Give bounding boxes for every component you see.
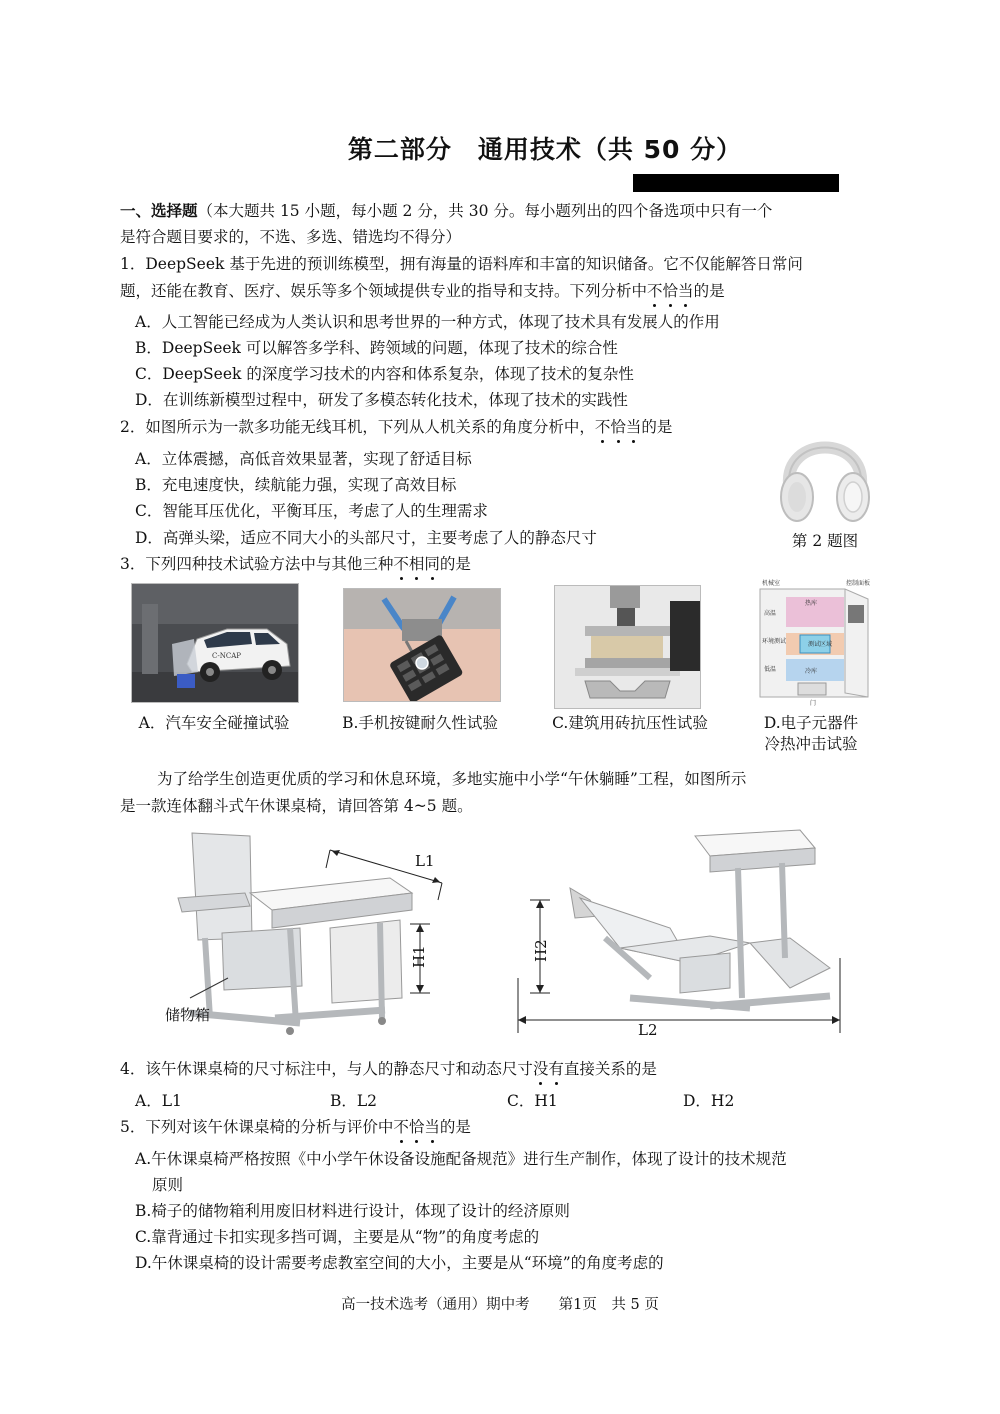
- q3-caption-a: A．汽车安全碰撞试验: [138, 714, 290, 732]
- q5-option-a-line2: 原则: [152, 1176, 184, 1194]
- dimension-h1: H1: [410, 945, 428, 968]
- q4-stem-end: 直接关系的是: [563, 1060, 657, 1078]
- dimension-l2: L2: [638, 1021, 658, 1039]
- q4-option-a: A．L1: [135, 1092, 182, 1110]
- context-line2: 是一款连体翻斗式午休课桌椅，请回答第 4~5 题。: [120, 797, 473, 815]
- q5-option-d: D.午休课桌椅的设计需要考虑教室空间的大小，主要是从“环境”的角度考虑的: [135, 1254, 664, 1272]
- dimension-l1: L1: [415, 852, 435, 870]
- q3-caption-d2: 冷热冲击试验: [764, 735, 858, 753]
- q2-option-c: C．智能耳压优化，平衡耳压，考虑了人的生理需求: [135, 502, 488, 520]
- thermal-shock-chamber-diagram: [750, 575, 877, 707]
- q4-stem-text: 4．该午休课桌椅的尺寸标注中，与人的静态尺寸和动态尺寸: [120, 1060, 533, 1078]
- chamber-label: 测试区域: [808, 641, 833, 648]
- page-footer: 高一技术选考（通用）期中考 第1页 共 5 页: [341, 1297, 659, 1313]
- q1-option-b: B．DeepSeek 可以解答多学科、跨领域的问题，体现了技术的综合性: [135, 339, 618, 357]
- emphasis-char: 不: [647, 282, 663, 300]
- dimension-h2: H2: [532, 939, 550, 962]
- chamber-label: 热库: [805, 600, 818, 607]
- q1-stem-text: 题，还能在教育、医疗、娱乐等多个领域提供专业的指导和支持。下列分析中: [120, 282, 648, 300]
- q1-option-d: D．在训练新模型过程中，研发了多模态转化技术，体现了技术的实践性: [135, 391, 628, 409]
- q2-figure-caption: 第 2 题图: [791, 532, 859, 550]
- brick-compression-photo: [554, 585, 701, 709]
- context-line1: 为了给学生创造更优质的学习和休息环境，多地实施中小学“午休躺睡”工程，如图所示: [157, 770, 747, 788]
- q4-stem: [120, 1058, 657, 1080]
- q5-option-c: C.靠背通过卡扣实现多挡可调，主要是从“物”的角度考虑的: [135, 1228, 540, 1246]
- emphasis-char: 没: [532, 1060, 549, 1078]
- emphasis-char: 有: [548, 1060, 564, 1078]
- section-note-2: 是符合题目要求的，不选、多选、错选均不得分）: [120, 228, 462, 246]
- chamber-label: 控制面板: [846, 580, 871, 587]
- q1-option-c: C．DeepSeek 的深度学习技术的内容和体系复杂，体现了技术的复杂性: [135, 365, 634, 383]
- section-heading-line: [120, 200, 772, 222]
- q2-stem-end: 的是: [641, 418, 673, 436]
- chamber-label: 低温: [764, 666, 777, 673]
- q5-stem: [120, 1116, 471, 1138]
- phone-keypad-photo: [343, 588, 501, 702]
- q1-stem-line1: 1．DeepSeek 基于先进的预训练模型，拥有海量的语料库和丰富的知识储备。它不仅能解答日常问: [120, 255, 803, 273]
- q3-caption-b: B.手机按键耐久性试验: [342, 714, 498, 732]
- headphones-image: [775, 415, 875, 530]
- storage-box-label: 储物箱: [165, 1006, 211, 1024]
- q2-stem: [120, 416, 672, 438]
- emphasis-char: 相: [408, 555, 425, 573]
- q3-caption-d1: D.电子元器件: [763, 714, 859, 732]
- reclined-desk-chair: [570, 830, 830, 1008]
- emphasis-char: 不: [393, 555, 409, 573]
- crash-logo-text: C-NCAP: [212, 652, 241, 660]
- page-title: 第二部分 通用技术（共 50 分）: [347, 135, 743, 164]
- q3-stem: [120, 553, 471, 575]
- q3-stem-end: 的是: [439, 555, 471, 573]
- desk-chair-figure: [150, 828, 870, 1043]
- q5-stem-end: 的是: [439, 1118, 471, 1136]
- q2-option-b: B．充电速度快，续航能力强，实现了高效目标: [135, 476, 457, 494]
- q5-option-b: B.椅子的储物箱利用废旧材料进行设计，体现了设计的经济原则: [135, 1202, 570, 1220]
- q1-option-a: A．人工智能已经成为人类认识和思考世界的一种方式，体现了技术具有发展人的作用: [135, 313, 720, 331]
- chamber-label: 冷库: [805, 668, 818, 675]
- q1-stem-line2: [120, 280, 725, 302]
- emphasis-char: 当: [424, 1118, 440, 1136]
- chamber-label: 门: [810, 700, 817, 707]
- q4-option-b: B．L2: [330, 1092, 378, 1110]
- emphasis-char: 恰: [662, 282, 679, 300]
- chamber-label: 机械室: [762, 580, 781, 587]
- emphasis-char: 同: [424, 555, 440, 573]
- q3-stem-text: 3．下列四种技术试验方法中与其他三种: [120, 555, 394, 573]
- chamber-label: 高温: [764, 610, 777, 617]
- q4-option-c: C．H1: [507, 1092, 558, 1110]
- emphasis-char: 恰: [408, 1118, 425, 1136]
- chamber-label: 环境测试: [762, 638, 787, 645]
- q2-stem-text: 2．如图所示为一款多功能无线耳机，下列从人机关系的角度分析中，: [120, 418, 595, 436]
- section-heading: 一、选择题: [120, 202, 198, 220]
- q4-option-d: D．H2: [683, 1092, 735, 1110]
- emphasis-char: 恰: [610, 418, 626, 436]
- q2-option-a: A．立体震撼，高低音效果显著，实现了舒适目标: [135, 450, 472, 468]
- emphasis-char: 当: [625, 418, 642, 436]
- car-crash-photo: [131, 583, 299, 703]
- emphasis-char: 不: [393, 1118, 409, 1136]
- q1-stem-end: 的是: [693, 282, 725, 300]
- q2-option-d: D．高弹头梁，适应不同大小的头部尺寸，主要考虑了人的静态尺寸: [135, 529, 597, 547]
- q5-stem-text: 5．下列对该午休课桌椅的分析与评价中: [120, 1118, 394, 1136]
- emphasis-char: 当: [678, 282, 694, 300]
- section-note-1: （本大题共 15 小题，每小题 2 分，共 30 分。每小题列出的四个备选项中只有一个: [197, 202, 773, 220]
- emphasis-char: 不: [594, 418, 611, 436]
- redaction-bar: [633, 174, 839, 192]
- q5-option-a-line1: A.午休课桌椅严格按照《中小学午休设备设施配备规范》进行生产制作，体现了设计的技术规范: [135, 1150, 787, 1168]
- q3-caption-c: C.建筑用砖抗压性试验: [552, 714, 708, 732]
